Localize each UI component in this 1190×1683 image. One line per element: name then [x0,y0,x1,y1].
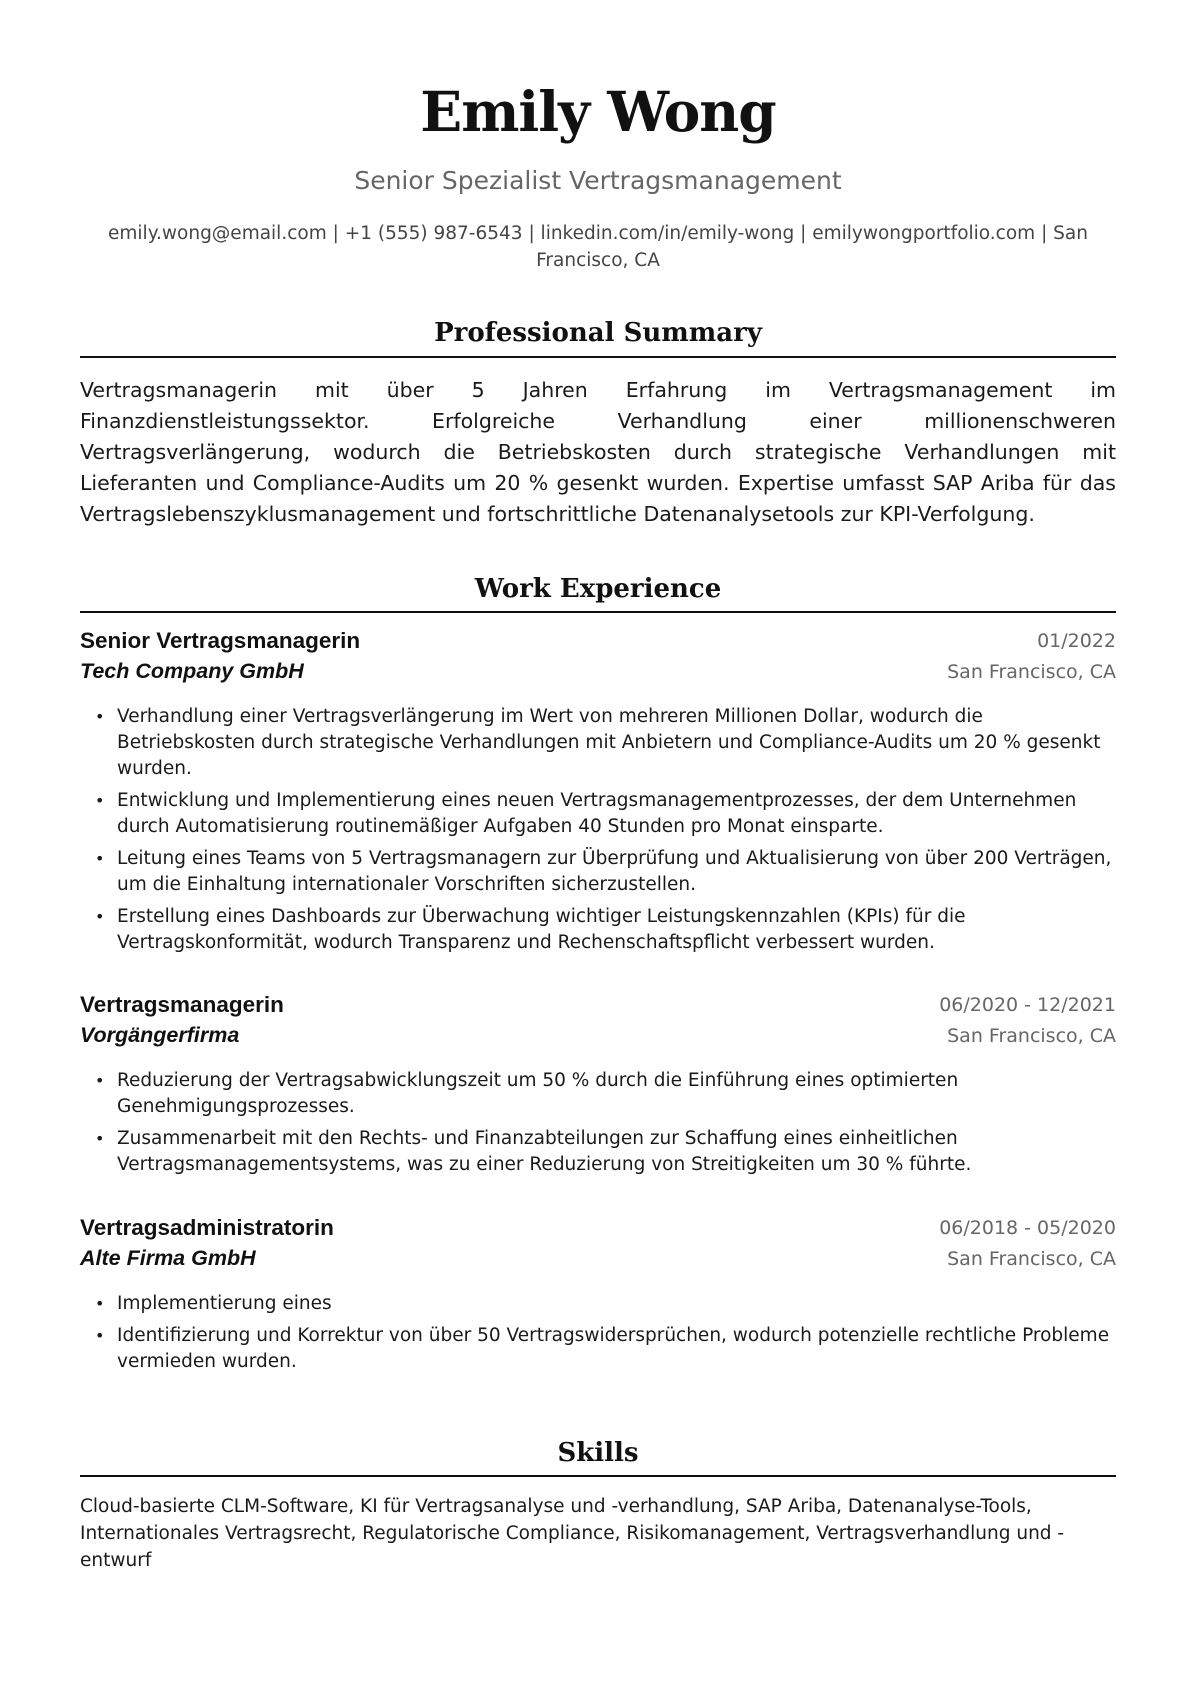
skills-divider [80,1475,1116,1477]
job-bullet-text: Reduzierung der Vertragsabwicklungszeit um 50 % durch die Einführung eines optimierten Genehmigungsprozesses. [117,1070,959,1117]
bullet-icon: • [95,849,105,868]
job-company: Alte Firma GmbH [80,1246,256,1270]
job-bullet [80,788,1116,840]
job-bullet-text: Verhandlung einer Vertragsverlängerung im Wert von mehreren Millionen Dollar, wodurch die Betriebskosten durch strategische Verhandlungen mit Anbietern und Compliance-Audits um 20 % gesenkt wurden. [117,706,1101,779]
job-company: Vorgängerfirma [80,1023,240,1047]
job-bullet [80,704,1116,782]
job-bullet-text: Entwicklung und Implementierung eines neuen Vertragsmanagementprozesses, der dem Unternehmen durch Automatisierung routinemäßiger Aufgaben 40 Stunden pro Monat einsparte. [117,790,1077,837]
job-bullet [80,1068,1116,1120]
job-bullet-text: Leitung eines Teams von 5 Vertragsmanagern zur Überprüfung und Aktualisierung von über 200 Verträgen, um die Einhaltung internationaler Vorschriften sicherzustellen. [117,848,1112,895]
candidate-name: Emily Wong [420,79,776,144]
bullet-icon: • [95,907,105,926]
job-bullet [80,904,1116,956]
bullet-icon: • [95,1129,105,1148]
candidate-title: Senior Spezialist Vertragsmanagement [354,166,842,195]
contact-line: emily.wong@email.com | +1 (555) 987-6543 | linkedin.com/in/emily-wong | emilywongportfolio.com | San Francisco, CA [108,223,1088,271]
skills-text: Cloud-basierte CLM-Software, KI für Vertragsanalyse und -verhandlung, SAP Ariba, Datenanalyse-Tools, Internationales Vertragsrecht, Regulatorische Compliance, Risikomanagement, Vertragsverhandlung und -entwurf [80,1496,1065,1571]
bullet-icon: • [95,1294,105,1313]
job-bullet-list [80,704,1116,962]
job-bullet [80,846,1116,898]
job-bullet-text: Identifizierung und Korrektur von über 50 Vertragswidersprüchen, wodurch potenzielle rechtliche Probleme vermieden wurden. [117,1325,1110,1372]
job-bullet-list [80,1291,1116,1381]
job-bullet-text: Zusammenarbeit mit den Rechts- und Finanzabteilungen zur Schaffung eines einheitlichen Vertragsmanagementsystems, was zu einer Reduzierung von Streitigkeiten um 30 % führte. [117,1128,972,1175]
bullet-icon: • [95,1326,105,1345]
job-bullet-list [80,1068,1116,1184]
job-location: San Francisco, CA [947,661,1116,683]
job-date: 06/2018 - 05/2020 [939,1217,1116,1239]
job-bullet-text: Erstellung eines Dashboards zur Überwachung wichtiger Leistungskennzahlen (KPIs) für die Vertragskonformität, wodurch Transparenz und Rechenschaftspflicht verbessert wurden. [117,906,966,953]
bullet-icon: • [95,1071,105,1090]
job-location: San Francisco, CA [947,1025,1116,1047]
job-bullet-text: Implementierung eines [117,1293,332,1314]
summary-text: Vertragsmanagerin mit über 5 Jahren Erfahrung im Vertragsmanagement im Finanzdienstleistungssektor. Erfolgreiche Verhandlung einer millionenschweren Vertragsverlängerung, wodurch die Betriebskosten durch strategische Verhandlungen mit Lieferanten und Compliance-Audits um 20 % gesenkt wurden. Expertise umfasst SAP Ariba für das Vertragslebenszyklusmanagement und fortschrittliche Datenanalysetools zur KPI-Verfolgung. [80,378,1116,526]
job-date: 06/2020 - 12/2021 [939,994,1116,1016]
bullet-icon: • [95,707,105,726]
job-location: San Francisco, CA [947,1248,1116,1270]
summary-heading: Professional Summary [434,318,762,348]
job-bullet [80,1291,1116,1317]
job-title: Senior Vertragsmanagerin [80,628,361,653]
bullet-icon: • [95,791,105,810]
job-date: 01/2022 [1037,630,1116,652]
job-bullet [80,1323,1116,1375]
summary-divider [80,356,1116,358]
experience-divider [80,611,1116,613]
job-title: Vertragsmanagerin [80,992,284,1017]
job-title: Vertragsadministratorin [80,1215,334,1240]
skills-heading: Skills [557,1438,639,1468]
experience-heading: Work Experience [474,574,722,604]
job-company: Tech Company GmbH [80,659,304,683]
job-bullet [80,1126,1116,1178]
